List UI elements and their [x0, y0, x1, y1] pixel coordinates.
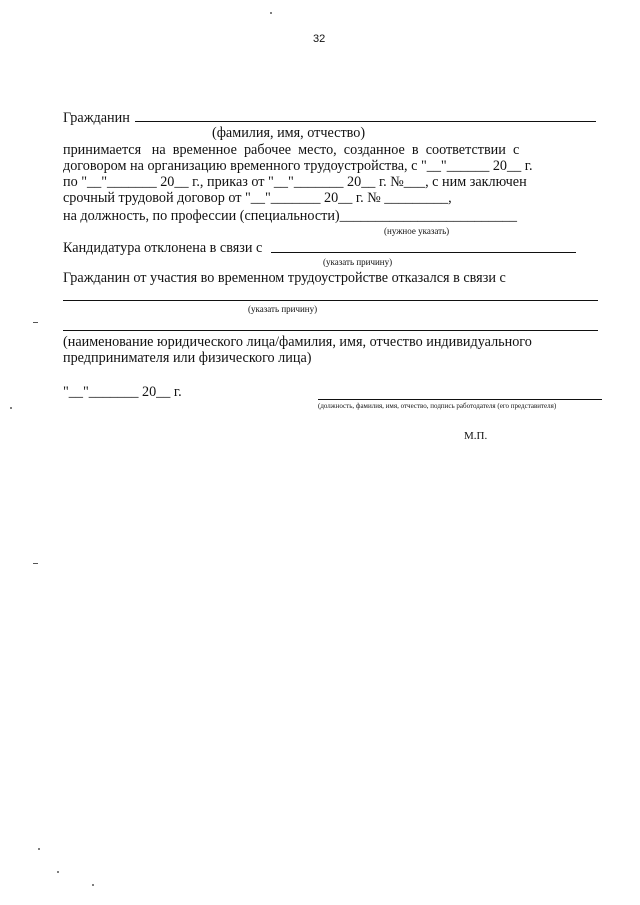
page-number: 32 [313, 33, 326, 45]
scan-artifact-dot [92, 884, 94, 886]
para-line-2: договором на организацию временного трудоустройства, с "__"______ 20__ г. [63, 158, 533, 174]
scan-artifact-dot [38, 848, 40, 850]
refused-label: Гражданин от участия во временном трудоустройстве отказался в связи с [63, 270, 506, 286]
refused-reason-line [63, 300, 598, 301]
para-line-3: по "__"_______ 20__ г., приказ от "__"_______ 20__ г. №___, с ним заключен [63, 174, 527, 190]
signature-caption: (должность, фамилия, имя, отчество, подпись работодателя (его представителя) [318, 402, 557, 410]
rejected-reason-line [271, 252, 576, 253]
citizen-fio-line [135, 121, 596, 122]
para-line-5: на должность, по профессии (специальности)_________________________ [63, 208, 517, 224]
para-line-1: принимается на временное рабочее место, созданное в соответствии с [63, 142, 520, 158]
employer-caption-1: (наименование юридического лица/фамилия, имя, отчество индивидуального [63, 334, 532, 350]
rejected-caption: (указать причину) [323, 257, 393, 267]
date-line: "__"_______ 20__ г. [63, 384, 182, 400]
stamp-mark: М.П. [464, 430, 488, 442]
para-line-4: срочный трудовой договор от "__"_______ 20__ г. № _________, [63, 190, 452, 206]
scan-artifact-dash [33, 322, 38, 323]
scan-artifact-dash [33, 563, 38, 564]
caption-fio: (фамилия, имя, отчество) [212, 125, 366, 141]
employer-line [63, 330, 598, 331]
employer-caption-2: предпринимателя или физического лица) [63, 350, 312, 366]
citizen-label: Гражданин [63, 110, 130, 126]
scan-artifact-dot [270, 12, 272, 14]
scan-artifact-dot [10, 407, 12, 409]
caption-needed: (нужное указать) [384, 226, 450, 236]
rejected-label: Кандидатура отклонена в связи с [63, 240, 263, 256]
signature-line [318, 399, 602, 400]
refused-caption: (указать причину) [248, 304, 318, 314]
scan-artifact-dot [57, 871, 59, 873]
